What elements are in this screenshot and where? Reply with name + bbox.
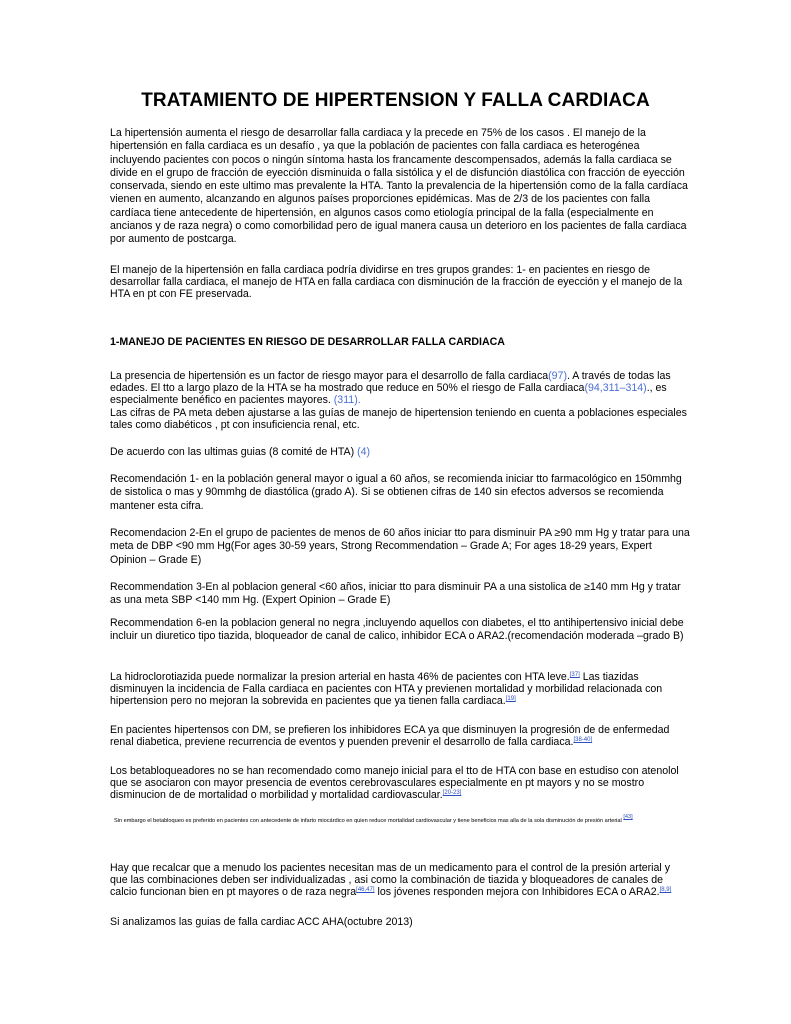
recommendation-6: Recommendation 6-en la poblacion general no negra ,incluyendo aquellos con diabetes, el tto antihipertensivo inicial debe incluir un diuretico tipo tiazida, bloqueador de canal de calico, inhibidor ECA o ARA2.(recomendación moderada –grado B) — [110, 617, 684, 643]
citation-link[interactable]: (97) — [548, 370, 567, 382]
intro-paragraph-1: La hipertensión aumenta el riesgo de desarrollar falla cardiaca y la precede en 75% de los casos . El manejo de la hipertensión en falla cardiaca es un desafío , ya que la población de pacientes con falla cardiaca es heterogénea incluyendo pacientes con pocos o ningún síntoma hasta los francamente descompensados, además la falla cardiaca se divide en el grupo de fracción de eyección disminuida o falla sistólica y el de disfunción diastólica con fracción de eyección conservada, siendo en este ultimo mas prevalente la HTA. Tanto la prevalencia de la hipertensión como de la falla cardíaca vienen en aumento, alcanzando en algunos países proporciones epidémicas. Mas de 2/3 de los pacientes con falla cardíaca tiene antecedente de hipertensión, en algunos casos como etiología principal de la falla (especialmente en ancianos y de raza negra) o como comorbilidad pero de igual manera causa un deterioro en los pacientes de falla cardiaca por aumento de postcarga. — [110, 127, 688, 246]
reference-link[interactable]: [19] — [505, 696, 516, 703]
combination-paragraph — [110, 862, 690, 899]
section-1-heading: 1-MANEJO DE PACIENTES EN RIESGO DE DESARROLLAR FALLA CARDIACA — [110, 336, 505, 348]
text-run: Las cifras de PA meta deben ajustarse a las guías de manejo de hipertension teniendo en cuenta a poblaciones especiales tales como diabéticos , pt con insuficiencia renal, etc. — [110, 406, 687, 431]
text-run: Sin embargo el betabloqueo es preferido en pacientes con antecedente de infarto miocárdico en quien reduce mortalidad cardiovascular y tiene beneficios mas alla de la sola disminución de presión arterial — [114, 818, 622, 824]
text-run: Las tiazidas disminuyen la incidencia de Falla cardiaca en pacientes con HTA y previenen mortalidad y morbilidad relacionada con hipertension pero no mejoran la sobrevida en pacientes que ya tienen falla cardiaca. — [110, 671, 663, 708]
section-1-paragraph-1 — [110, 370, 690, 431]
text-run: De acuerdo con las ultimas guias (8 comité de HTA) — [110, 446, 358, 458]
small-note-paragraph — [114, 815, 689, 828]
text-run: ., es especialmente benéfico en pacientes mayores. — [110, 382, 667, 407]
reference-link[interactable]: [46,47] — [356, 887, 375, 894]
citation-link[interactable]: (94,311–314) — [584, 382, 647, 395]
betablocker-paragraph — [110, 765, 690, 802]
text-run: La hidroclorotiazida puede normalizar la presion arterial en hasta 46% de pacientes con HTA leve. — [110, 671, 570, 683]
reference-link[interactable]: [38-40] — [573, 737, 593, 744]
reference-link[interactable]: [20-23] — [442, 790, 462, 797]
text-run: . A través de todas las edades. El tto a largo plazo de la HTA se ha mostrado que reduce en 50% el riesgo de Falla cardiaca — [110, 370, 671, 395]
text-run: La presencia de hipertensión es un factor de riesgo mayor para el desarrollo de falla cardiaca — [110, 370, 549, 382]
hydrochlorothiazide-paragraph — [110, 671, 690, 708]
citation-link[interactable]: (311). — [333, 394, 361, 407]
recommendation-3: Recommendation 3-En al poblacion general <60 años, iniciar tto para disminuir PA a una sistolica de ≥140 mm Hg y tratar as una meta SBP <140 mm Hg. (Expert Opinion – Grade E) — [110, 581, 681, 607]
acc-aha-paragraph: Si analizamos las guias de falla cardiac ACC AHA(octubre 2013) — [110, 916, 413, 928]
document-title: TRATAMIENTO DE HIPERTENSION Y FALLA CARDIACA — [141, 90, 650, 111]
recommendation-1: Recomendación 1- en la población general mayor o igual a 60 años, se recomienda iniciar tto farmacológico en 150mmhg de sistolica o mas y 90mmhg de diastólica (grado A). Si se obtienen cifras de 140 sin efectos adversos se recomienda mantener esta cifra. — [110, 473, 682, 512]
diabetes-paragraph — [110, 724, 690, 748]
intro-paragraph-2: El manejo de la hipertensión en falla cardiaca podría dividirse en tres grupos grandes: 1- en pacientes en riesgo de desarrollar falla cardiaca, el manejo de HTA en falla cardiaca con disminución de la fracción de eyección y el manejo de la HTA en pt con FE preservada. — [110, 264, 683, 301]
reference-link[interactable]: [37] — [569, 672, 580, 678]
text-run: Hay que recalcar que a menudo los pacientes necesitan mas de un medicamento para el control de la presión arterial y que las combinaciones deben ser individualizadas , asi como la combinación de tiazida y bloqueadores de canales de calcio funcionan bien en pt mayores o de raza negra — [110, 862, 671, 899]
text-run: En pacientes hipertensos con DM, se prefieren los inhibidores ECA ya que disminuyen la progresión de de enfermedad renal diabetica, previene recurrencia de eventos y puenden prevenir el desarrollo de falla cardiaca. — [110, 724, 670, 749]
section-1-paragraph-2 — [110, 446, 690, 459]
reference-link[interactable]: [43] — [623, 814, 633, 820]
citation-link[interactable]: (4) — [357, 446, 371, 458]
text-run: Los betabloqueadores no se han recomendado como manejo inicial para el tto de HTA con base en estudiso con atenolol que se asociaron con mayor presencia de eventos cerebrovasculares especialmente en pt mayors y no se mostro disminucion de de mortalidad o morbilidad y mortalidad cardiovascular. — [110, 765, 679, 802]
reference-link[interactable]: [8,9] — [659, 887, 672, 894]
recommendation-2: Recomendacion 2-En el grupo de pacientes de menos de 60 años iniciar tto para disminuir PA ≥90 mm Hg y tratar para una meta de DBP <90 mm Hg(For ages 30-59 years, Strong Recommendation – Grade A; For ages 18-29 years, Expert Opinion – Grade E) — [110, 527, 690, 566]
text-run: los jóvenes responden mejora con Inhibidores ECA o ARA2. — [374, 886, 660, 899]
